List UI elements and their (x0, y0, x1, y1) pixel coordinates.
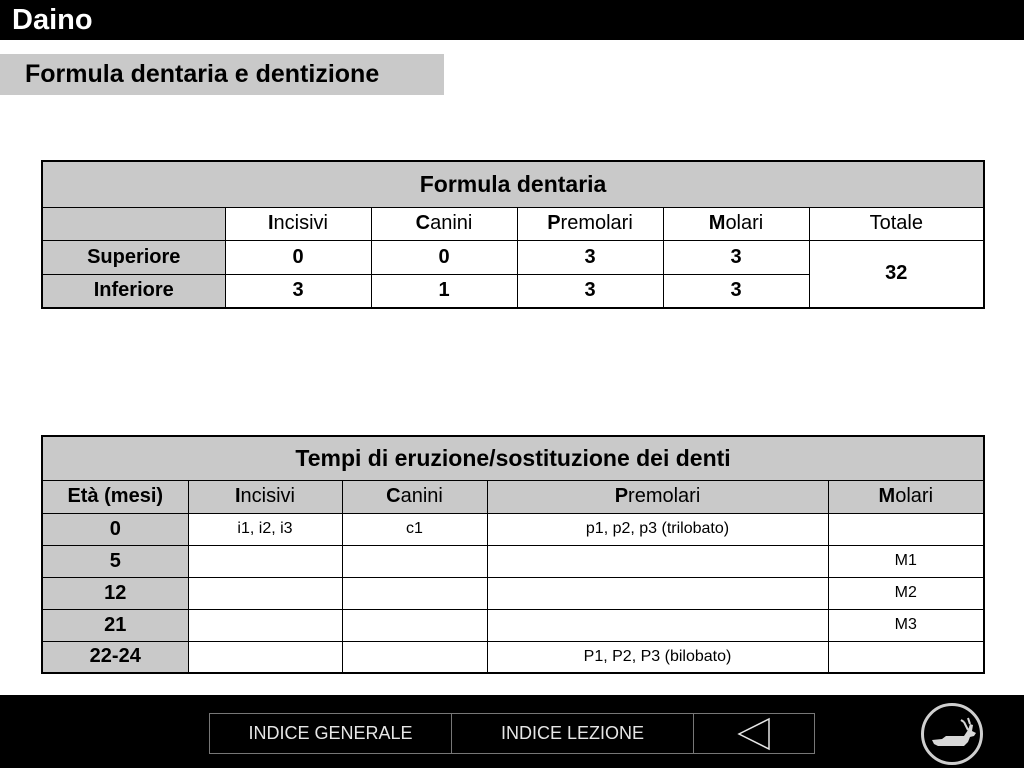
eruption-times-table (41, 435, 985, 674)
lesson-index-button[interactable]: INDICE LEZIONE (451, 713, 694, 754)
back-triangle-icon (736, 717, 772, 751)
table-cell (188, 609, 342, 641)
column-header-age: Età (mesi) (42, 480, 188, 513)
table-caption: Tempi di eruzione/sostituzione dei denti (42, 436, 984, 480)
table-cell (828, 513, 984, 545)
table-cell: 3 (517, 240, 663, 274)
section-title-box (0, 54, 444, 95)
table-cell: 3 (663, 240, 809, 274)
column-header-molars: Molari (828, 480, 984, 513)
column-header-canines: Canini (342, 480, 487, 513)
table-cell (342, 641, 487, 673)
table-cell: 3 (225, 274, 371, 308)
table-cell (487, 545, 828, 577)
deer-logo-icon[interactable] (921, 703, 983, 765)
table-cell (188, 577, 342, 609)
table-row (42, 240, 984, 274)
general-index-button[interactable]: INDICE GENERALE (209, 713, 452, 754)
table-cell: c1 (342, 513, 487, 545)
deer-silhouette-icon (924, 706, 980, 762)
table-cell: 3 (517, 274, 663, 308)
table-cell: i1, i2, i3 (188, 513, 342, 545)
table-cell: M1 (828, 545, 984, 577)
table-caption: Formula dentaria (42, 161, 984, 207)
age-cell: 21 (42, 609, 188, 641)
table-cell: P1, P2, P3 (bilobato) (487, 641, 828, 673)
table-row (42, 577, 984, 609)
table-row (42, 609, 984, 641)
table-row (42, 545, 984, 577)
dental-formula-table (41, 160, 985, 309)
total-cell: 32 (809, 240, 984, 308)
table-cell (188, 545, 342, 577)
table-cell (342, 545, 487, 577)
table-row (42, 513, 984, 545)
column-header-premolars: Premolari (517, 207, 663, 240)
table-cell (342, 609, 487, 641)
table-cell: 0 (371, 240, 517, 274)
corner-cell (42, 207, 225, 240)
page-title: Daino (12, 4, 93, 36)
title-bar (0, 0, 1024, 40)
table-cell: p1, p2, p3 (trilobato) (487, 513, 828, 545)
age-cell: 12 (42, 577, 188, 609)
table-cell (188, 641, 342, 673)
table-cell (487, 609, 828, 641)
age-cell: 22-24 (42, 641, 188, 673)
column-header-total: Totale (809, 207, 984, 240)
back-button[interactable] (693, 713, 815, 754)
age-cell: 0 (42, 513, 188, 545)
column-header-incisors: Incisivi (188, 480, 342, 513)
column-header-molars: Molari (663, 207, 809, 240)
table-cell (487, 577, 828, 609)
table-cell: 1 (371, 274, 517, 308)
column-header-canines: Canini (371, 207, 517, 240)
section-title: Formula dentaria e dentizione (25, 60, 380, 88)
table-cell: M3 (828, 609, 984, 641)
column-header-premolars: Premolari (487, 480, 828, 513)
table-cell (828, 641, 984, 673)
row-label-lower: Inferiore (42, 274, 225, 308)
age-cell: 5 (42, 545, 188, 577)
table-row (42, 641, 984, 673)
table-cell: M2 (828, 577, 984, 609)
table-cell: 3 (663, 274, 809, 308)
row-label-upper: Superiore (42, 240, 225, 274)
table-cell: 0 (225, 240, 371, 274)
table-cell (342, 577, 487, 609)
column-header-incisors: Incisivi (225, 207, 371, 240)
